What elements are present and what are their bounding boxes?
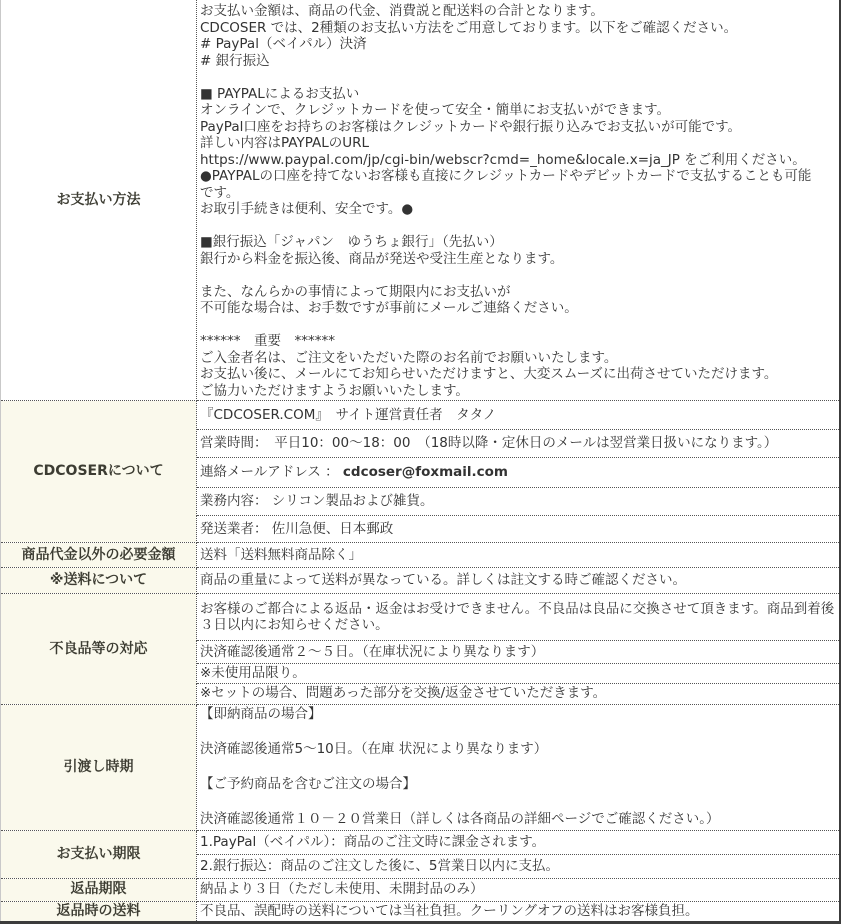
defective-label: 不良品等の対応	[1, 594, 197, 705]
defective-unused-only: ※未使用品限り。	[197, 664, 841, 684]
row-return-shipping	[1, 901, 841, 922]
row-payment-deadline	[1, 830, 841, 854]
extra-fee-label: 商品代金以外の必要金額	[1, 543, 197, 568]
row-payment-method	[1, 0, 841, 401]
about-business-line: 業務内容： シリコン製品および雑貨。	[197, 488, 841, 516]
defective-policy: お客様のご都合による返品・返金はお受けできません。不良品は良品に交換させて頂きます。商品到着後３日以内にお知らせください。	[197, 594, 841, 641]
about-label: CDCOSERについて	[1, 401, 197, 543]
row-extra-fee	[1, 543, 841, 568]
return-shipping-content: 不良品、誤配時の送料については当社負担。クーリングオフの送料はお客様負担。	[197, 901, 841, 922]
row-shipping-note	[1, 568, 841, 594]
row-defective	[1, 594, 841, 641]
defective-timing: 決済確認後通常２～５日。（在庫状況により異なります）	[197, 641, 841, 664]
payment-method-label: お支払い方法	[1, 0, 197, 401]
defective-set-note: ※セットの場合、問題あった部分を交換/返金させていただきます。	[197, 683, 841, 704]
row-about	[1, 401, 841, 430]
payment-deadline-bank: 2.銀行振込：商品のご注文した後に、5営業日以内に支払。	[197, 854, 841, 878]
row-delivery	[1, 704, 841, 830]
payment-deadline-paypal: 1.PayPal（ベイパル）：商品のご注文時に課金されます。	[197, 830, 841, 854]
return-deadline-content: 納品より３日（ただし未使用、未開封品のみ）	[197, 878, 841, 901]
extra-fee-content: 送料「送料無料商品除く」	[197, 543, 841, 568]
delivery-content: 【即納商品の場合】 決済確認後通常5～10日。（在庫 状況により異なります） 【ご予約商品を含むご注文の場合】 決済確認後通常１０－２０営業日（詳しくは各商品の詳細ページでご確認ください。）	[197, 704, 841, 830]
payment-method-content: お支払い金額は、商品の代金、消費説と配送料の合計となります。 CDCOSER では、2種類のお支払い方法をご用意しております。以下をご確認ください。 # PayPal（ベイパル）決済 # 銀行振込 ■ PAYPALによるお支払い オンラインで、クレジットカードを使って安全・簡単にお支払いができます。 PayPal口座をお持ちのお客様はクレジットカードや銀行振り込みでお支払いが可能です。 詳しい内容はPAYPALのURL https://www.paypal.com/jp/cgi-bin/webscr?cmd=_home&locale.x=ja_JP をご利用ください。 ●PAYPALの口座を持てないお客様も直接にクレジットカードやデビットカードで支払することも可能 です。 お取引手続きは便利、安全です。● ■銀行振込「ジャパン ゆうちょ銀行」（先払い） 銀行から料金を振込後、商品が発送や受注生産となります。 また、なんらかの事情によって期限内にお支払いが 不可能な場合は、お手数ですが事前にメールご連絡ください。 ****** 重要 ****** ご入金者名は、ご注文をいただいた際のお名前でお願いいたします。 お支払い後に、メールにてお知らせいただけますと、大変スムーズに出荷させていただけます。 ご協力いただけますようお願いいたします。	[197, 0, 841, 401]
return-shipping-label: 返品時の送料	[1, 901, 197, 922]
row-return-deadline	[1, 878, 841, 901]
about-site-line: 『CDCOSER.COM』 サイト運営責任者 タタノ	[197, 401, 841, 430]
about-contact-line	[197, 458, 841, 488]
shipping-note-content: 商品の重量によって送料が異なっている。詳しくは註文する時ご確認ください。	[197, 568, 841, 594]
return-deadline-label: 返品期限	[1, 878, 197, 901]
about-shipper-line: 発送業者： 佐川急便、日本郵政	[197, 516, 841, 543]
payment-deadline-label: お支払い期限	[1, 830, 197, 878]
delivery-label: 引渡し時期	[1, 704, 197, 830]
shipping-note-label: ※送料について	[1, 568, 197, 594]
contact-email: cdcoser@foxmail.com	[342, 464, 508, 481]
contact-email-label: 連絡メールアドレス ：	[200, 464, 343, 481]
about-hours-line: 営業時間： 平日10：00～18：00 （18時以降・定休日のメールは翌営業日扱いになります。）	[197, 430, 841, 458]
